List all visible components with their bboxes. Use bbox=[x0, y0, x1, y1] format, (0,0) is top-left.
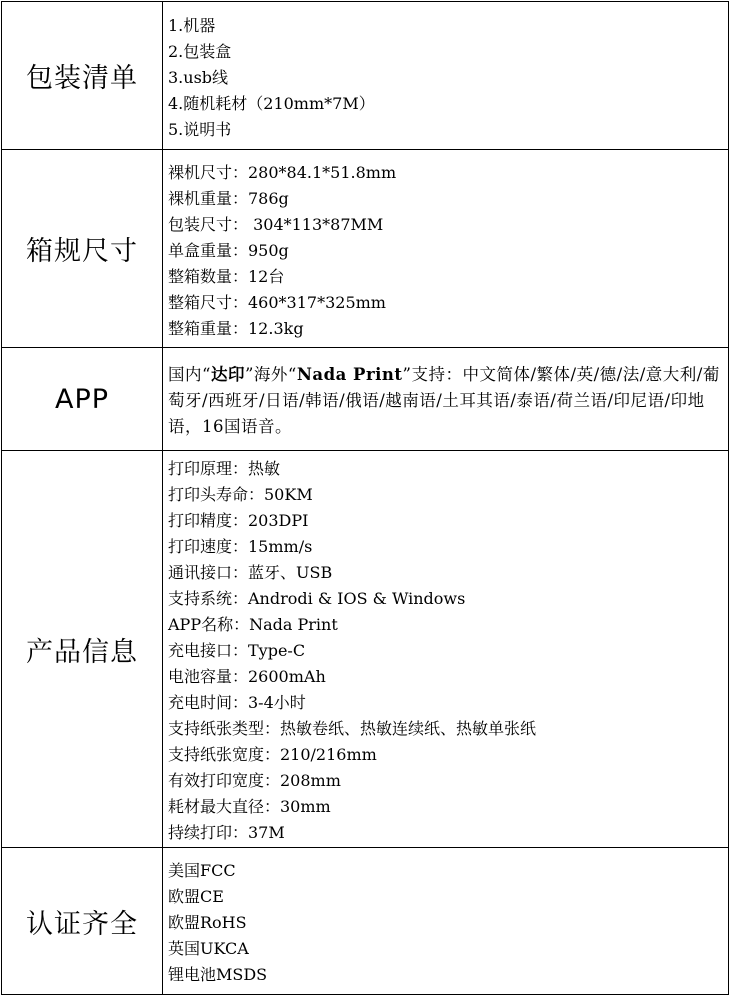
section-title-app: APP bbox=[2, 348, 163, 451]
section-title-cert: 认证齐全 bbox=[2, 848, 163, 995]
list-item: 打印头寿命：50KM bbox=[168, 485, 313, 504]
list-item: 充电接口：Type-C bbox=[168, 641, 306, 660]
list-item: 美国FCC bbox=[168, 861, 236, 880]
list-item: 电池容量：2600mAh bbox=[168, 667, 326, 686]
list-item: 3.usb线 bbox=[168, 67, 229, 87]
list-item: 5.说明书 bbox=[168, 119, 232, 139]
section-title-packing: 包装清单 bbox=[2, 2, 163, 150]
table-row-product bbox=[2, 451, 729, 848]
app-text-part: ”海外“ bbox=[244, 365, 297, 384]
list-item: 打印原理：热敏 bbox=[168, 459, 281, 478]
section-content-app bbox=[163, 348, 729, 451]
list-item: 整箱尺寸：460*317*325mm bbox=[168, 292, 386, 312]
table-row-box-size bbox=[2, 150, 729, 348]
spec-table bbox=[1, 1, 729, 995]
list-item: 2.包装盒 bbox=[168, 41, 232, 61]
section-content-product bbox=[163, 451, 729, 848]
list-item: 支持纸张类型：热敏卷纸、热敏连续纸、热敏单张纸 bbox=[168, 719, 537, 738]
list-item: 单盒重量：950g bbox=[168, 240, 289, 260]
app-overseas-name: Nada Print bbox=[296, 365, 403, 384]
list-item: 耗材最大直径：30mm bbox=[168, 797, 331, 816]
table-row-cert bbox=[2, 848, 729, 995]
app-text-part: ”支持：中文简体/繁体/英/德/法/意大利/葡萄牙/西班牙/日语/韩语/俄语/越南语/土耳其语/泰语/荷兰语/印尼语/印地语，16国语音。 bbox=[168, 365, 720, 436]
list-item: 英国UKCA bbox=[168, 939, 249, 958]
section-content-packing bbox=[163, 2, 729, 150]
section-title-product: 产品信息 bbox=[2, 451, 163, 848]
app-description bbox=[168, 362, 724, 440]
list-item: 锂电池MSDS bbox=[168, 965, 268, 984]
section-content-cert bbox=[163, 848, 729, 995]
list-item: 1.机器 bbox=[168, 15, 216, 35]
list-item: 裸机尺寸：280*84.1*51.8mm bbox=[168, 162, 397, 182]
app-domestic-name: 达印 bbox=[210, 365, 245, 384]
list-item: 有效打印宽度：208mm bbox=[168, 771, 341, 790]
list-item: 包装尺寸： 304*113*87MM bbox=[168, 214, 384, 234]
list-item: 整箱重量：12.3kg bbox=[168, 318, 304, 338]
table-row-packing bbox=[2, 2, 729, 150]
list-item: APP名称：Nada Print bbox=[168, 615, 338, 634]
list-item: 欧盟RoHS bbox=[168, 913, 247, 932]
list-item: 支持系统：Androdi & IOS & Windows bbox=[168, 589, 466, 608]
list-item: 打印速度：15mm/s bbox=[168, 537, 313, 556]
list-item: 整箱数量：12台 bbox=[168, 266, 285, 286]
list-item: 4.随机耗材（210mm*7M） bbox=[168, 93, 375, 113]
list-item: 充电时间：3-4小时 bbox=[168, 693, 306, 712]
section-content-box-size bbox=[163, 150, 729, 348]
list-item: 通讯接口：蓝牙、USB bbox=[168, 563, 333, 582]
list-item: 打印精度：203DPI bbox=[168, 511, 309, 530]
table-row-app bbox=[2, 348, 729, 451]
list-item: 持续打印：37M bbox=[168, 823, 285, 842]
app-text-part: 国内“ bbox=[168, 365, 211, 384]
list-item: 裸机重量：786g bbox=[168, 188, 289, 208]
section-title-box-size: 箱规尺寸 bbox=[2, 150, 163, 348]
list-item: 欧盟CE bbox=[168, 887, 224, 906]
list-item: 支持纸张宽度：210/216mm bbox=[168, 745, 377, 764]
